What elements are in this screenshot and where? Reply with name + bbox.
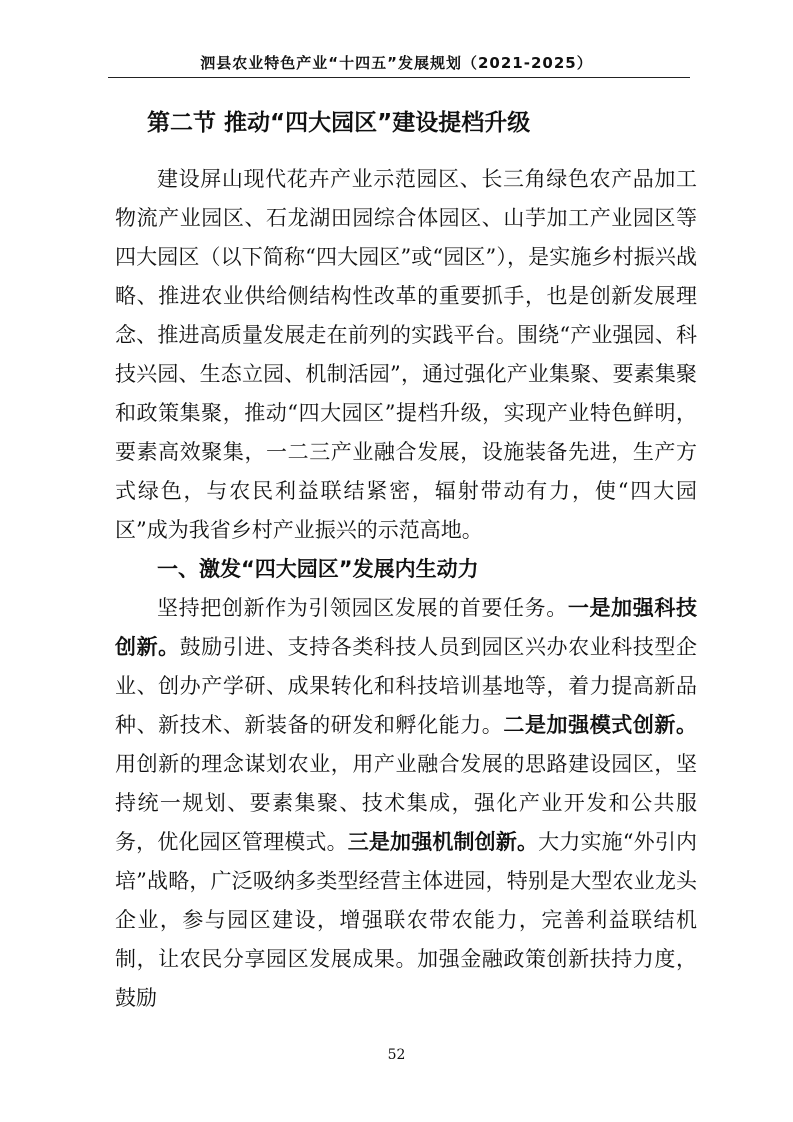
- running-header: 泗县农业特色产业“十四五”发展规划（2021-2025）: [200, 54, 593, 72]
- page-number: 52: [387, 1047, 406, 1063]
- subheading-1: 一、激发“四大园区”发展内生动力: [157, 557, 479, 581]
- p2-bold-model-innovation: 二是加强模式创新。: [503, 713, 698, 737]
- intro-paragraph: 建设屏山现代花卉产业示范园区、长三角绿色农产品加工物流产业园区、石龙湖田园综合体园区、山芋加工产业园区等四大园区（以下简称“四大园区”或“园区”），是实施乡村振兴战略、推进农业供给侧结构性改革的重要抓手，也是创新发展理念、推进高质量发展走在前列的实践平台。围绕“产业强园、科技兴园、生态立园、机制活园”，通过强化产业集聚、要素集聚和政策集聚，推动“四大园区”提档升级，实现产业特色鲜明，要素高效聚集，一二三产业融合发展，设施装备先进，生产方式绿色，与农民利益联结紧密，辐射带动有力，使“四大园区”成为我省乡村产业振兴的示范高地。: [115, 167, 697, 542]
- header-rule: [108, 77, 690, 78]
- p2-text-1: 坚持把创新作为引领园区发展的首要任务。: [157, 596, 568, 620]
- section-heading: 第二节 推动“四大园区”建设提档升级: [147, 110, 531, 136]
- p2-text-4: 大力实施“外引内培”战略，广泛吸纳多类型经营主体进园，特别是大型农业龙头企业，参与园区建设，增强联农带农能力，完善利益联结机制，让农民分享园区发展成果。加强金融政策创新扶持力度，鼓励: [115, 830, 697, 1010]
- innovation-paragraph: [115, 589, 697, 1018]
- p2-bold-mechanism-innovation: 三是加强机制创新。: [347, 830, 539, 854]
- p2-text-2: 鼓励引进、支持各类科技人员到园区兴办农业科技型企业、创办产学研、成果转化和科技培训基地等，着力提高新品种、新技术、新装备的研发和孵化能力。: [115, 635, 698, 737]
- p2-text-3: 用创新的理念谋划农业，用产业融合发展的思路建设园区，坚持统一规划、要素集聚、技术集成，强化产业开发和公共服务，优化园区管理模式。: [115, 752, 697, 854]
- body-text: [115, 160, 697, 1018]
- p2-bold-tech-innovation: 一是加强科技创新。: [115, 596, 697, 659]
